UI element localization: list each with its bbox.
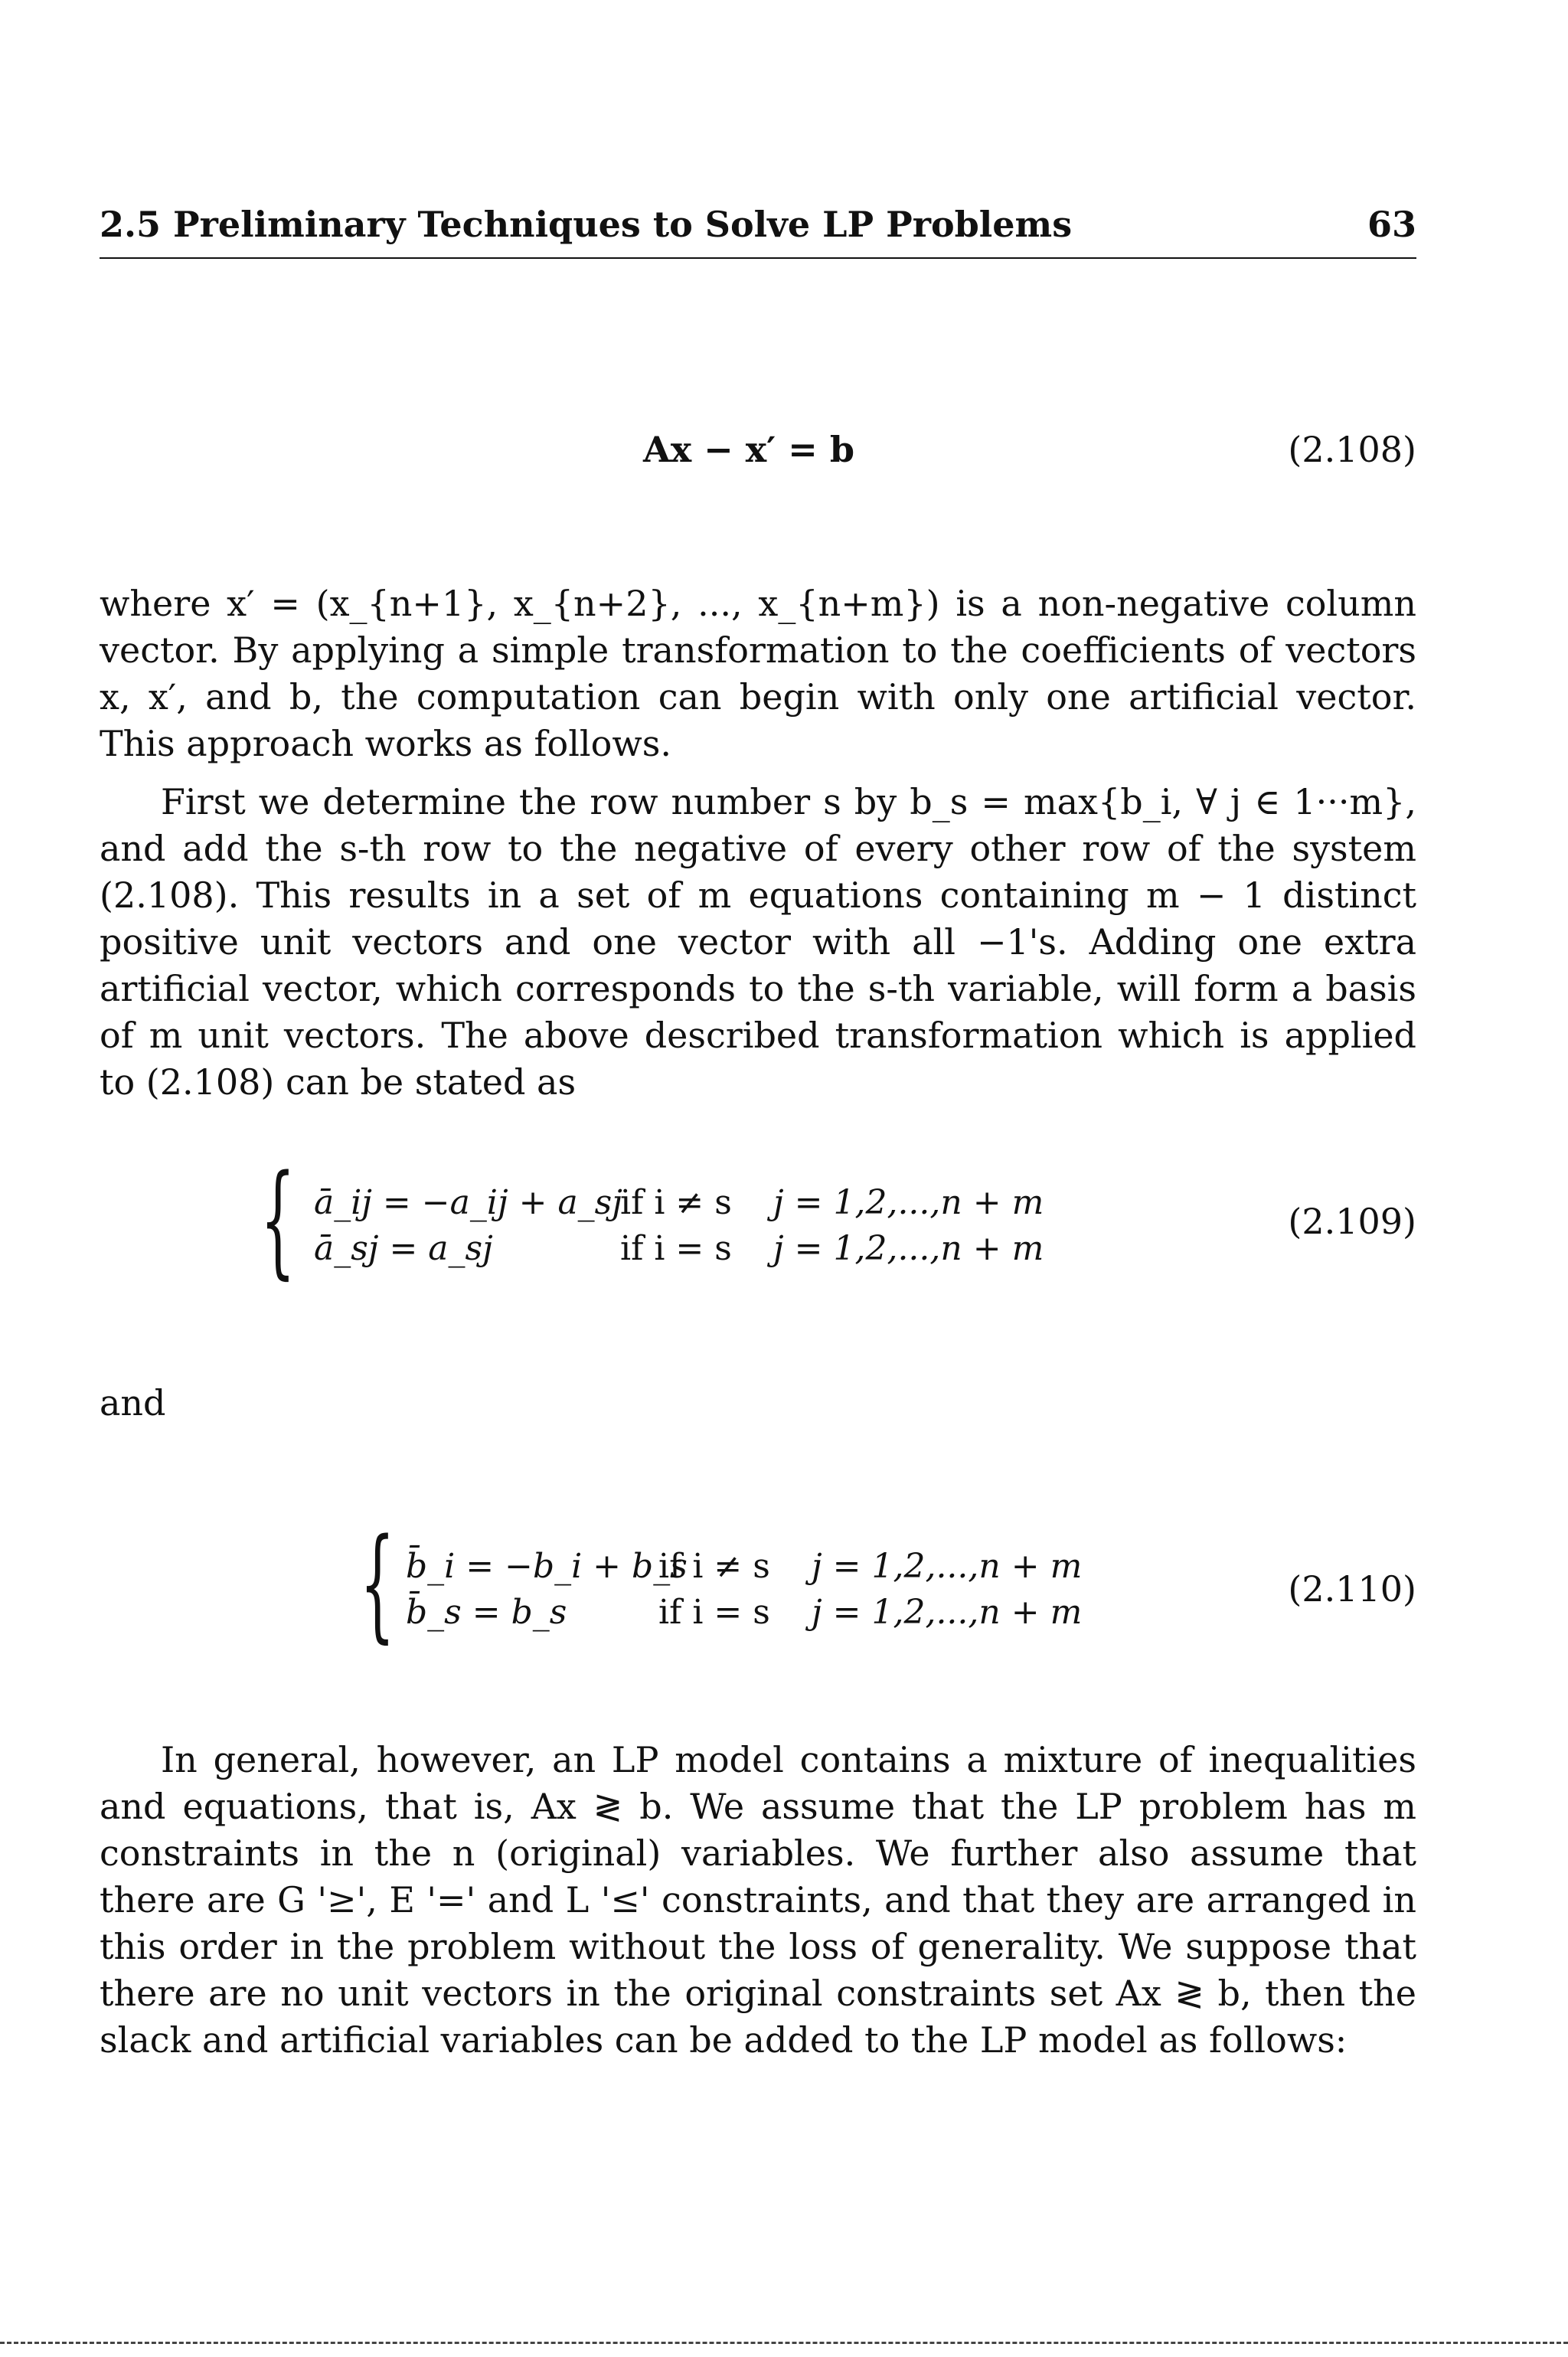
system-range: j = 1,2,...,n + m xyxy=(812,1547,1083,1586)
paragraph-1-text: where x′ = (x_{n+1}, x_{n+2}, ..., x_{n+m}) is a non-negative column vector. By applying a simple transformation to the coefficients of vectors x, x′, and b, the computation can begin with only one artificial vector. This approach works as follows. xyxy=(100,583,1416,764)
system-condition: if i ≠ s xyxy=(620,1183,732,1222)
system-expression: ā_ij = −a_ij + a_sj xyxy=(314,1183,622,1222)
system-expression: b̄_i = −b_i + b_s xyxy=(406,1547,688,1586)
system-range: j = 1,2,...,n + m xyxy=(773,1183,1044,1222)
equation-system-2-109 xyxy=(260,1148,1179,1298)
system-condition: if i = s xyxy=(658,1593,770,1632)
equation-number-2-110: (2.110) xyxy=(1288,1568,1416,1610)
left-brace: { xyxy=(260,1148,296,1291)
paragraph-1 xyxy=(100,580,1416,767)
system-range: j = 1,2,...,n + m xyxy=(812,1593,1083,1632)
system-condition: if i ≠ s xyxy=(658,1547,770,1586)
paragraph-3 xyxy=(100,1737,1416,2064)
paragraph-3-text: In general, however, an LP model contains a mixture of inequalities and equations, that is, Ax ≷ b. We assume that the LP problem has m constraints in the n (original) variables. We further also assume that there are G '≥', E '=' and L '≤' constraints, and that they are arranged in this order in the problem without the loss of generality. We suppose that there are no unit vectors in the original constraints set Ax ≷ b, then the slack and artificial variables can be added to the LP model as follows: xyxy=(100,1739,1416,2061)
equation-number-2-109: (2.109) xyxy=(1288,1201,1416,1242)
equation-2-108: Ax − x′ = b xyxy=(643,429,854,470)
equation-number-2-108: (2.108) xyxy=(1288,429,1416,470)
system-range: j = 1,2,...,n + m xyxy=(773,1229,1044,1268)
section-title: 2.5 Preliminary Techniques to Solve LP Problems xyxy=(100,204,1073,245)
connector-text: and xyxy=(100,1382,166,1424)
system-expression: ā_sj = a_sj xyxy=(314,1229,493,1268)
header-rule xyxy=(100,257,1416,259)
equation-system-2-110 xyxy=(360,1512,1202,1662)
left-brace: { xyxy=(360,1512,395,1655)
paragraph-2 xyxy=(100,779,1416,1106)
page-number: 63 xyxy=(1367,204,1416,245)
system-expression: b̄_s = b_s xyxy=(406,1593,567,1632)
paragraph-2-text: First we determine the row number s by b_s = max{b_i, ∀ j ∈ 1···m}, and add the s-th row to the negative of every other row of the system (2.108). This results in a set of m equations containing m − 1 distinct positive unit vectors and one vector with all −1's. Adding one extra artificial vector, which corresponds to the s-th variable, will form a basis of m unit vectors. The above described transformation which is applied to (2.108) can be stated as xyxy=(100,781,1416,1103)
system-condition: if i = s xyxy=(620,1229,732,1268)
page-bottom-edge xyxy=(0,2342,1568,2344)
